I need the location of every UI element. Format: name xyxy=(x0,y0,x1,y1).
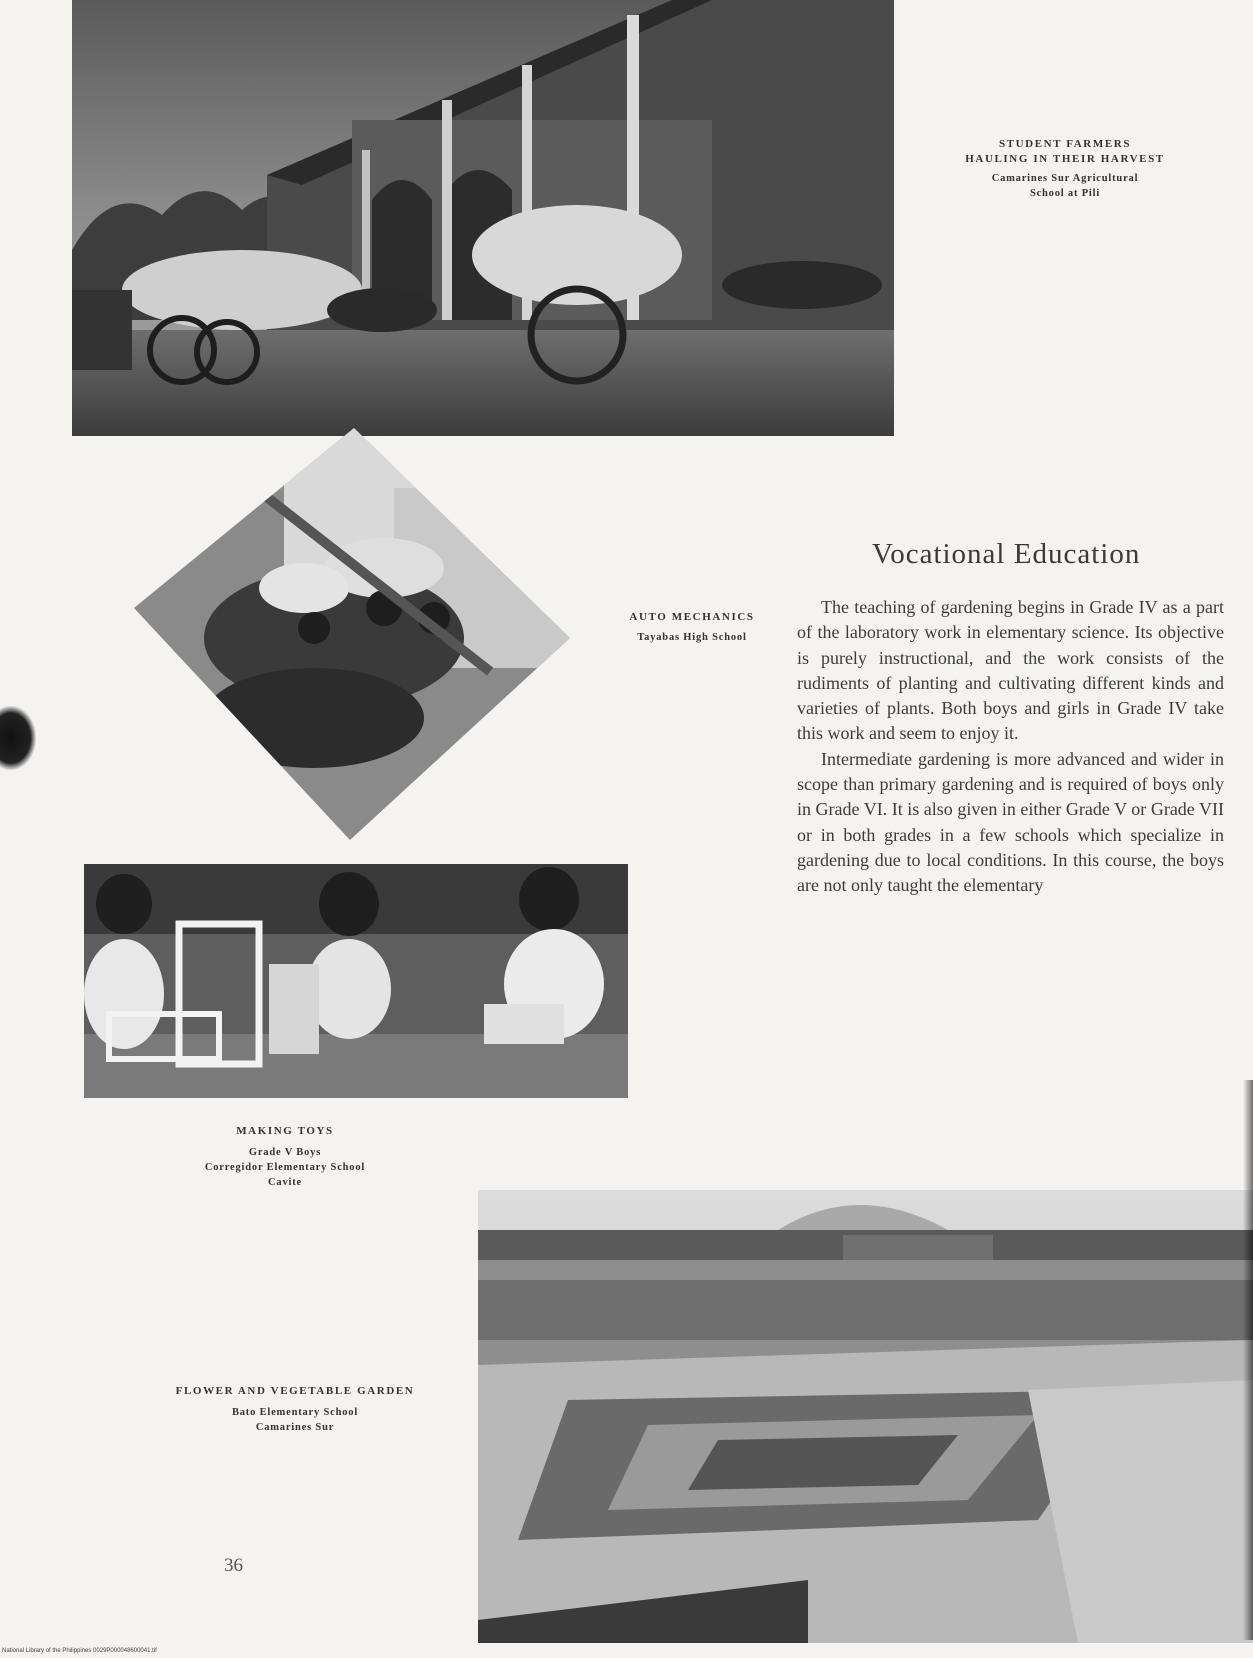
photo-auto-mechanics xyxy=(134,428,570,840)
caption-harvest-sub-2: School at Pili xyxy=(1029,188,1101,199)
caption-garden-title: FLOWER AND VEGETABLE GARDEN xyxy=(175,1385,415,1397)
caption-toys-title: MAKING TOYS xyxy=(236,1125,334,1137)
article-paragraph-2: Intermediate gardening is more advanced and wider in scope than primary gardening and is required of boys only in Grade VI. It is also given in either Grade V or Grade VII or in both grades in a few schools which specialize in gardening due to local conditions. In this course, the boys are not only taught the elementary xyxy=(797,748,1224,896)
caption-harvest-title-2: HAULING IN THEIR HARVEST xyxy=(965,153,1165,165)
article-paragraph-1: The teaching of gardening begins in Grade IV as a part of the laboratory work in elementary science. Its objective is purely instructional, and the work consists of the rudiments of planting and cultivating different kinds and varieties of plants. Both boys and girls in Grade IV take this work and seem to enjoy it. xyxy=(797,597,1224,744)
caption-harvest xyxy=(920,137,1210,201)
scan-blemish xyxy=(0,706,36,770)
article-title: Vocational Education xyxy=(872,538,1141,570)
caption-toys-sub-3: Cavite xyxy=(268,1177,302,1188)
caption-garden xyxy=(140,1384,450,1435)
photo-student-farmers-harvest xyxy=(72,0,894,436)
caption-auto-title: AUTO MECHANICS xyxy=(629,611,755,623)
caption-harvest-title-1: STUDENT FARMERS xyxy=(998,138,1132,150)
caption-garden-sub-1: Bato Elementary School xyxy=(231,1407,359,1418)
caption-auto-sub: Tayabas High School xyxy=(637,632,747,643)
caption-toys-sub-2: Corregidor Elementary School xyxy=(204,1162,366,1173)
page-number: 36 xyxy=(224,1555,243,1576)
footer-credit: National Library of the Philippines 0029P000048600041.tif xyxy=(2,1648,157,1654)
caption-auto-mechanics xyxy=(612,610,772,645)
scan-edge-shadow xyxy=(1243,1080,1253,1640)
article-body xyxy=(797,595,1224,899)
caption-toys-sub-1: Grade V Boys xyxy=(248,1147,322,1158)
caption-garden-sub-2: Camarines Sur xyxy=(255,1422,335,1433)
photo-flower-vegetable-garden xyxy=(478,1190,1253,1643)
caption-harvest-sub-1: Camarines Sur Agricultural xyxy=(991,173,1139,184)
caption-making-toys xyxy=(155,1124,415,1190)
photo-making-toys xyxy=(84,864,628,1098)
